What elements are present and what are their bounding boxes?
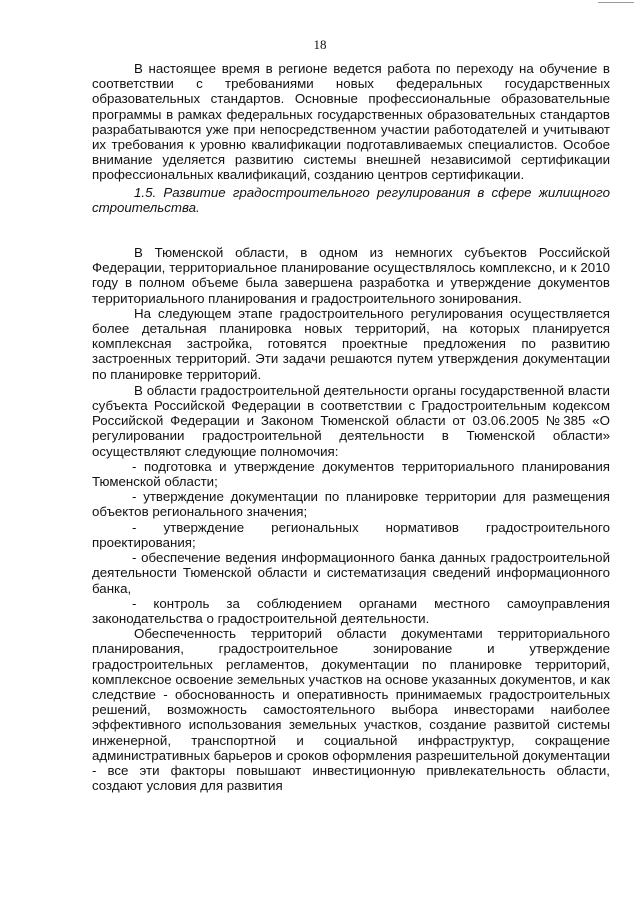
page-number: 18 xyxy=(313,37,327,52)
section-heading-1-5: 1.5. Развитие градостроительного регулирования в сфере жилищного строительства. xyxy=(92,184,610,215)
paragraph-authorities: В области градостроительной деятельности органы государственной власти субъекта Российской Федерации в соответствии с Градостроительным кодексом Российской Федерации и Законом Тюменской области от 03.06.2005 №385 «О регулировании градостроительной деятельности в Тюменской области» осуществляют следующие полномочия: xyxy=(92,382,610,459)
list-item-information-bank: - обеспечение ведения информационного банка данных градостроительной деятельности Тюменской области и систематизация сведений информационного банка, xyxy=(92,550,610,596)
list-item-approval-norms: - утверждение региональных нормативов градостроительного проектирования; xyxy=(92,519,610,550)
paragraph-next-stage: На следующем этапе градостроительного регулирования осуществляется более детальная планировка новых территорий, на которых планируется комплексная застройка, готовятся проектные предложения по развитию застроенных территорий. Эти задачи решаются путем утверждения документации по планировке территорий. xyxy=(92,305,610,382)
document-body xyxy=(92,61,610,793)
paragraph-territorial-planning: В Тюменской области, в одном из немногих субъектов Российской Федерации, территориальное планирование осуществлялось комплексно, и к 2010 году в полном объеме была завершена разработка и утверждение документов территориального планирования и градостроительного зонирования. xyxy=(92,245,610,306)
list-item-preparation: - подготовка и утверждение документов территориального планирования Тюменской области; xyxy=(92,458,610,490)
paragraph-investment-attractiveness: Обеспеченность территорий области документами территориального планирования, градостроительное зонирование и утверждение градостроительных регламентов, документации по планировке территорий, комплексное освоение земельных участков на основе указанных документов, и как следствие - обоснованность и оперативность принимаемых градостроительных решений, возможность самостоятельного выбора инвесторами наиболее эффективного использования земельных участков, создание развитой системы инженерной, транспортной и социальной инфраструктур, сокращение административных барьеров и сроков оформления разрешительной документации - все эти факторы повышают инвестиционную привлекательность области, создают условия для развития xyxy=(92,626,610,794)
list-item-control: - контроль за соблюдением органами местного самоуправления законодательства о градостроительной деятельности. xyxy=(92,595,610,626)
list-item-approval-documentation: - утверждение документации по планировке территории для размещения объектов регионального значения; xyxy=(92,489,610,520)
paragraph-education-standards: В настоящее время в регионе ведется работа по переходу на обучение в соответствии с требованиями новых федеральных государственных образовательных стандартов. Основные профессиональные образовательные программы в рамках федеральных государственных образовательных стандартов разрабатываются уже при непосредственном участии работодателей и учитывают их требования к уровню квалификации подготавливаемых специалистов. Особое внимание уделяется развитию системы внешней независимой сертификации профессиональных квалификаций, созданию центров сертификации. xyxy=(92,61,610,183)
corner-line xyxy=(598,2,634,3)
